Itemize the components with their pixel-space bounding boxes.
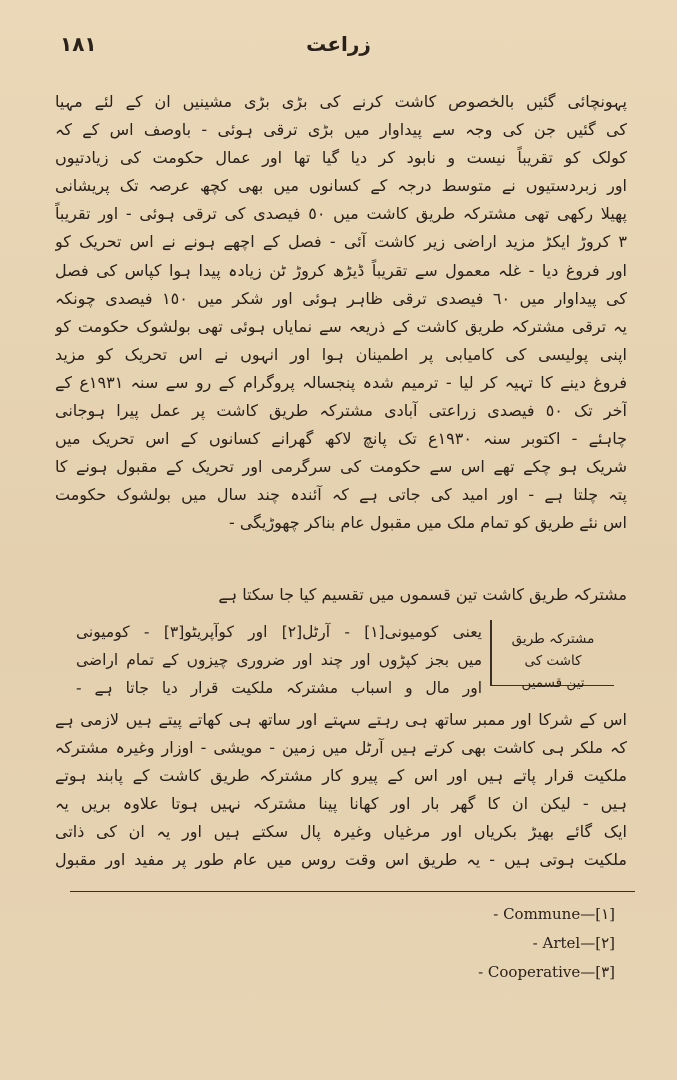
page-header: [0, 32, 677, 62]
text-line: ملکیت قرار پاتے ہیں اور اس کے پیرو کار مشترکہ طریق کاشت کے پابند ہوتے: [55, 766, 627, 786]
footnote: - Commune—[١]: [493, 905, 615, 923]
text-line: کی پیداوار میں ٦٠ فیصدی ترقی ظاہر ہوئی اور شکر میں ١٥٠ فیصدی چونکہ: [55, 288, 627, 308]
text-line: فروغ دینے کا تہیہ کر لیا - ترمیم شدہ پنجسالہ پروگرام کے رو سے سنہ ١٩٣١ع کے: [55, 372, 627, 392]
text-line: اس نئے طریق کو تمام ملک میں مقبول عام بناکر چھوڑیگی -: [228, 513, 627, 533]
types-list: [76, 618, 482, 702]
page-number: ١٨١: [60, 32, 97, 56]
footnotes: [400, 900, 615, 987]
text-line: شریک ہو چکے تھے اس سے حکومت کی سرگرمی اور تحریک کے مقبول ہونے کا: [55, 457, 627, 477]
text-line: پتہ چلتا ہے - اور امید کی جاتی ہے کہ آئندہ چند سال میں بولشوک حکومت: [55, 485, 627, 505]
running-title: زراعت: [306, 32, 371, 56]
text-line: کولک کو تقریباً نیست و نابود کر دیا گیا تھا اور عمال حکومت کی زیادتیوں: [55, 148, 627, 168]
paragraph-1: [55, 88, 627, 538]
text-line: پہونچائی گئیں بالخصوص کاشت کرنے کی بڑی بڑی مشینیں ان کے لئے مہیا: [55, 92, 627, 111]
footnote: - Cooperative—[٣]: [478, 963, 615, 981]
side-heading-line: تین قسمیں: [521, 675, 585, 691]
text-line: ہیں - لیکن ان کا گھر بار اور کھانا پینا مشترکہ نہیں ہوتا علاوہ بریں یہ: [55, 794, 627, 814]
text-line: اپنی پولیسی کی کامیابی پر اطمینان ہوا اور انہوں نے اس تحریک کو مزید: [55, 344, 627, 364]
text-line: ایک گائے بھیڑ بکریاں اور مرغیاں وغیرہ پال سکتے ہیں اور یہ ان کی ذاتی: [55, 822, 627, 842]
footnote-divider: [70, 891, 635, 892]
paragraph-2-intro: [55, 581, 627, 609]
text-line: ٣ کروڑ ایکڑ مزید اراضی زیر کاشت آئی - فصل کے اچھے ہونے نے اس تحریک کو: [55, 232, 627, 252]
text-line: مشترکہ طریق کاشت تین قسموں میں تقسیم کیا جا سکتا ہے: [218, 585, 627, 604]
text-line: کہ ملکر ہی کاشت بھی کرتے ہیں آرٹل میں زمین - مویشی - اوزار وغیرہ مشترکہ: [55, 738, 627, 758]
side-heading-line: مشترکہ طریق کاشت کی: [511, 631, 595, 669]
text-line: ملکیت ہوتی ہیں - یہ طریق اس وقت روس میں عام طور پر مفید اور مقبول: [55, 850, 627, 870]
text-line: اور زبردستیوں نے متوسط درجہ کے کسانوں میں بھی کچھ عرصہ تک پریشانی: [55, 176, 627, 196]
text-line: یہ ترقی مشترکہ طریق کاشت کے ذریعہ سے نمایاں ہوئی تھی بولشوک حکومت کو: [55, 316, 627, 336]
text-line: کی گئیں جن کی وجہ سے پیداوار میں بڑی ترقی ہوئی - باوصف اس کے کہ: [55, 120, 627, 140]
text-line: چاہئے - اکتوبر سنہ ١٩٣٠ع تک پانچ لاکھ گھرانے کسانوں کے اس تحریک میں: [55, 429, 627, 449]
text-line: اور مال و اسباب مشترکہ ملکیت قرار دیا جاتا ہے -: [76, 679, 482, 697]
text-line: میں بجز کپڑوں اور چند اور ضروری چیزوں کے تمام اراضی: [76, 651, 482, 669]
text-line: اس کے شرکا اور ممبر ساتھ ہی رہتے سہتے اور ساتھ ہی کھاتے پیتے ہیں لازمی ہے: [55, 710, 627, 729]
side-heading-box: [490, 620, 614, 691]
text-line: اور فروغ دیا - غلہ معمول سے تقریباً ڈیڑھ کروڑ ٹن زیادہ پیدا ہوا کپاس کی فصل: [55, 260, 627, 280]
text-line: آخر تک ٥٠ فیصدی زراعتی آبادی مشترکہ طریق کاشت پر عمل پیرا ہوجانی: [55, 401, 627, 421]
text-line: پھیلا رکھی تھی مشترکہ طریق کاشت میں ٥٠ فیصدی کی ترقی ہوئی - اور تقریباً: [55, 204, 627, 224]
paragraph-3: [55, 706, 627, 875]
text-line: یعنی کومیونی[١] - آرٹل[٢] اور کوآپریٹو[٣] - کومیونی: [76, 623, 482, 641]
footnote: - Artel—[٢]: [532, 934, 615, 952]
